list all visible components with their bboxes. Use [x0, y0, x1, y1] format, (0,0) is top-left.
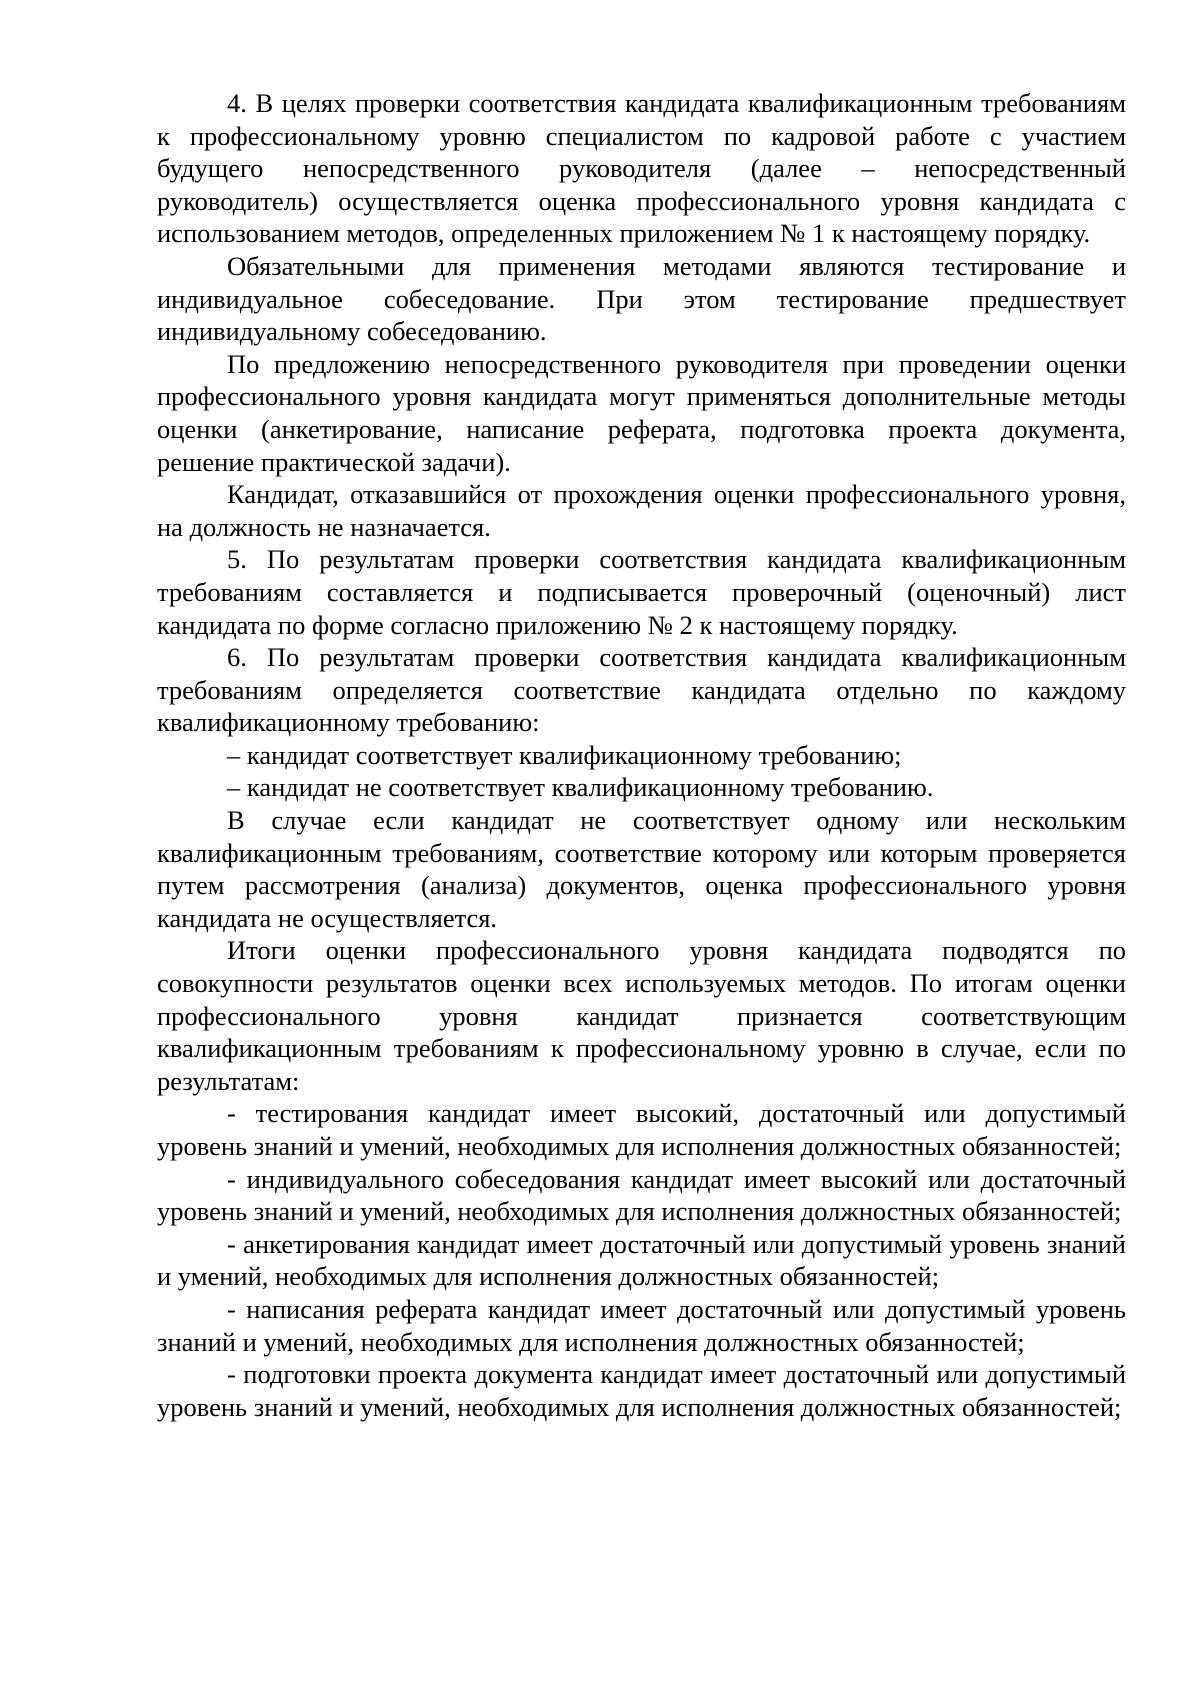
paragraph-results-summary: Итоги оценки профессионального уровня кандидата подводятся по совокупности результатов оценки всех используемых методов. По итогам оценки профессионального уровня кандидат признается соответствующим квалификационным требованиям к профессиональному уровню в случае, если по результатам: — [157, 935, 1126, 1096]
list-item-testing: - тестирования кандидат имеет высокий, достаточный или допустимый уровень знаний и умений, необходимых для исполнения должностных обязанностей; — [157, 1098, 1126, 1161]
list-item-questionnaire: - анкетирования кандидат имеет достаточный или допустимый уровень знаний и умений, необходимых для исполнения должностных обязанностей; — [157, 1228, 1126, 1292]
paragraph-mandatory-methods: Обязательными для применения методами являются тестирование и индивидуальное собеседование. При этом тестирование предшествует индивидуальному собеседованию. — [157, 250, 1126, 347]
paragraph-refusal: Кандидат, отказавшийся от прохождения оценки профессионального уровня, на должность не назначается. — [157, 479, 1126, 542]
paragraph-item-6: 6. По результатам проверки соответствия кандидата квалификационным требованиям определяется соответствие кандидата отдельно по каждому квалификационному требованию: — [157, 642, 1126, 738]
paragraph-item-4: 4. В целях проверки соответствия кандидата квалификационным требованиям к профессиональному уровню специалистом по кадровой работе с участием будущего непосредственного руководителя (далее – непосредственный руководитель) осуществляется оценка профессионального уровня кандидата с использованием методов, определенных приложением № 1 к настоящему порядку. — [157, 88, 1126, 249]
paragraph-noncompliance: В случае если кандидат не соответствует одному или нескольким квалификационным требованиям, соответствие которому или которым проверяется путем рассмотрения (анализа) документов, оценка профессионального уровня кандидата не осуществляется. — [157, 805, 1126, 933]
paragraph-item-5: 5. По результатам проверки соответствия кандидата квалификационным требованиям составляется и подписывается проверочный (оценочный) лист кандидата по форме согласно приложению № 2 к настоящему порядку. — [157, 544, 1126, 640]
document-body — [157, 87, 1126, 1423]
list-item-complies: – кандидат соответствует квалификационному требованию; — [227, 739, 902, 770]
list-item-essay: - написания реферата кандидат имеет достаточный или допустимый уровень знаний и умений, необходимых для исполнения должностных обязанностей; — [157, 1293, 1126, 1357]
list-item-draft-document: - подготовки проекта документа кандидат имеет достаточный или допустимый уровень знаний и умений, необходимых для исполнения должностных обязанностей; — [157, 1359, 1126, 1422]
paragraph-additional-methods: По предложению непосредственного руководителя при проведении оценки профессионального уровня кандидата могут применяться дополнительные методы оценки (анкетирование, написание реферата, подготовка проекта документа, решение практической задачи). — [157, 348, 1126, 477]
list-item-not-complies: – кандидат не соответствует квалификационному требованию. — [227, 772, 934, 803]
list-item-interview: - индивидуального собеседования кандидат имеет высокий или достаточный уровень знаний и умений, необходимых для исполнения должностных обязанностей; — [157, 1163, 1126, 1227]
